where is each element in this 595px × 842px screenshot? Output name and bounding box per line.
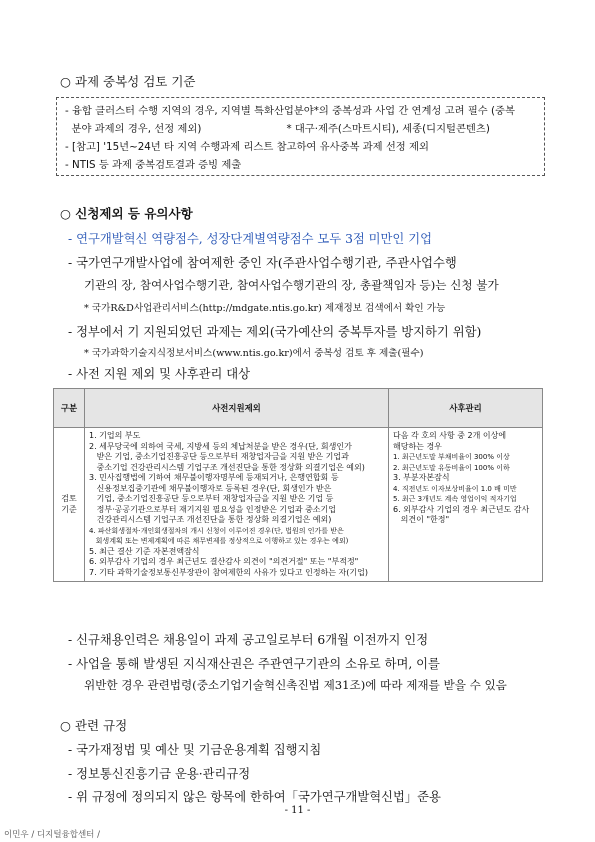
note-sanction-search: * 국가R&D사업관리서비스(http://mdgate.ntis.go.kr) 제재정보 검색에서 확인 가능 xyxy=(84,303,446,314)
footer-text: 이민우 / 디지털융합센터 / xyxy=(4,830,100,840)
post-item: 3. 부분자본잠식 xyxy=(393,473,450,482)
section-title-regulations: ○ 관련 규정 xyxy=(60,718,128,733)
table-header-row xyxy=(54,389,543,428)
pre-exclusion-cell xyxy=(85,428,389,582)
exclusion-item: 신용정보집중기관에 채무불이행자로 등록된 경우(단, 회생인가 받은 xyxy=(89,483,332,493)
bullet-participation-restriction-cont: 기관의 장, 참여사업수행기관, 참여사업수행기관의 장, 총괄책임자 등)는 신청 불가 xyxy=(84,278,499,292)
table-header-pre-exclusion: 사전지원제외 xyxy=(85,389,389,428)
box-line: - [참고] '15년~24년 타 지역 수행과제 리스트 참고하여 유사중복 과제 선정 제외 xyxy=(65,141,429,153)
post-item: 2. 최근년도말 유동비율이 100% 이하 xyxy=(393,463,510,472)
bullet-participation-restriction: - 국가연구개발사업에 참여제한 중인 자(주관사업수행기관, 주관사업수행 xyxy=(68,256,457,270)
exclusion-item: 건강관리시스템 기업구조 개선진단을 통한 정상화 의결기업은 예외) xyxy=(89,515,332,524)
bullet-prior-support: - 정부에서 기 지원되었던 과제는 제외(국가예산의 중복투자를 방지하기 위함) xyxy=(68,325,482,339)
post-item: 해당하는 경우 xyxy=(393,441,442,451)
section-title-exclusions: ○ 신청제외 등 유의사항 xyxy=(60,206,193,221)
box-line: - NTIS 등 과제 중복검토결과 증빙 제출 xyxy=(65,159,242,171)
regulation-item: - 정보통신진흥기금 운용·관리규정 xyxy=(68,767,251,781)
exclusion-criteria-table xyxy=(53,388,543,582)
exclusion-item: 1. 기업의 부도 xyxy=(89,431,141,440)
post-item: 다음 각 호의 사항 중 2개 이상에 xyxy=(393,431,507,440)
bullet-exclusion-targets: - 사전 지원 제외 및 사후관리 대상 xyxy=(68,367,251,381)
exclusion-item: 3. 민사집행법에 기하여 채무불이행자명부에 등재되거나, 은행연합회 등 xyxy=(89,473,339,482)
exclusion-item: 7. 기타 과학기술정보통신부장관이 참여제한의 사유가 있다고 인정하는 자(기업) xyxy=(89,567,368,577)
exclusion-item: 5. 최근 결산 기준 자본전액잠식 xyxy=(89,546,200,556)
row-label: 검토 기준 xyxy=(54,428,85,582)
exclusion-item: 2. 세무당국에 의하여 국세, 지방세 등의 체납처분을 받은 경우(단, 회생인가 xyxy=(89,441,352,451)
note-ntis-check: * 국가과학기술지식정보서비스(www.ntis.go.kr)에서 중복성 검토 후 제출(필수) xyxy=(84,348,424,359)
exclusion-item: 6. 외부감사 기업의 경우 최근년도 결산감사 의견이 "의견거절" 또는 "부적정" xyxy=(89,557,359,566)
bullet-ip-ownership: - 사업을 통해 발생된 지식재산권은 주관연구기관의 소유로 하며, 이를 xyxy=(68,657,440,671)
post-management-cell xyxy=(389,428,543,582)
page-number: - 11 - xyxy=(284,805,311,816)
post-item: 6. 외부감사 기업의 경우 최근년도 감사 xyxy=(393,504,530,514)
exclusion-item: 중소기업 건강관리시스템 기업구조 개선진단을 통한 정상화 의결기업은 예외) xyxy=(89,462,365,472)
exclusion-item: 회생계획 또는 변제계획에 따른 채무변제를 정상적으로 이행하고 있는 경우는 예외) xyxy=(89,537,349,545)
exclusion-item: 기업, 중소기업진흥공단 등으로부터 재창업자금을 지원 받은 기업 등 xyxy=(89,494,334,503)
post-item: 4. 직전년도 이자보상비율이 1.0 배 미만 xyxy=(393,484,517,493)
table-header-post-management: 사후관리 xyxy=(389,389,543,428)
bullet-new-hire: - 신규채용인력은 채용일이 과제 공고일로부터 6개월 이전까지 인정 xyxy=(68,633,429,647)
bullet-capability-score: - 연구개발혁신 역량점수, 성장단계별역량점수 모두 3점 미만인 기업 xyxy=(68,232,432,246)
regulation-item: - 위 규정에 정의되지 않은 항목에 한하여「국가연구개발혁신법」준용 xyxy=(68,790,441,804)
post-item: 5. 최근 3개년도 계속 영업이익 적자기업 xyxy=(393,495,517,503)
table-row xyxy=(54,428,543,582)
criteria-box xyxy=(56,97,545,176)
section-title-review: ○ 과제 중복성 검토 기준 xyxy=(60,74,196,89)
box-line: - 융합 클러스터 수행 지역의 경우, 지역별 특화산업분야*의 중복성과 사업 간 연계성 고려 필수 (중복 xyxy=(65,105,515,117)
exclusion-item: 받은 기업, 중소기업진흥공단 등으로부터 재창업자금을 지원 받은 기업과 xyxy=(89,452,349,461)
regulation-item: - 국가재정법 및 예산 및 기금운용계획 집행지침 xyxy=(68,743,322,757)
box-line: 분야 과제의 경우, 선정 제외) * 대구·제주(스마트시티), 세종(디지털콘텐츠) xyxy=(65,123,490,135)
post-item: 1. 최근년도말 부채비율이 300% 이상 xyxy=(393,453,510,461)
exclusion-item: 정부·공공기관으로부터 재기지원 필요성을 인정받은 기업과 중소기업 xyxy=(89,504,336,514)
post-item: 의견이 "한정" xyxy=(393,515,450,524)
bullet-ip-ownership-cont: 위반한 경우 관련법령(중소기업기술혁신촉진법 제31조)에 따라 제재를 받을 수 있음 xyxy=(84,678,507,692)
exclusion-item: 4. 파산회생절차·개인회생절차의 개시 신청이 이루어진 경우(단, 법원의 인가를 받은 xyxy=(89,526,344,535)
table-header-type: 구분 xyxy=(54,389,85,428)
